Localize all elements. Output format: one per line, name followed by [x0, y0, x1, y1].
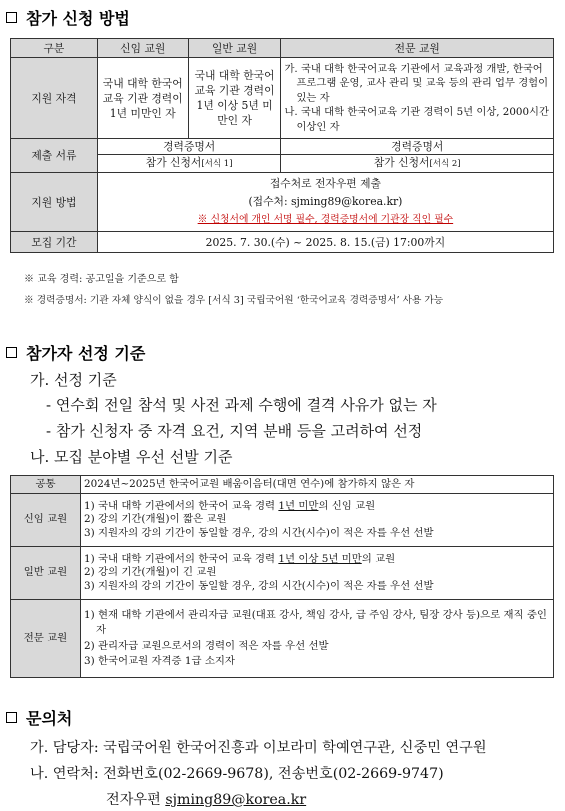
application-table [10, 38, 554, 253]
method-required-note: ※ 신청서에 개인 서명 필수, 경력증명서에 기관장 직인 필수 [197, 214, 454, 225]
common-label: 공통 [11, 476, 81, 494]
exp-criteria-2: 2) 관리자급 교원으로서의 경력이 적은 자를 우선 선발 [84, 639, 329, 652]
section-title-apply: 참가 신청 방법 [6, 6, 130, 29]
header-general-teacher: 일반 교원 [188, 39, 281, 58]
method-cell [97, 173, 553, 232]
contact-phone: 나. 연락처: 전화번호(02-2669-9678), 전송번호(02-2669-9747) [30, 766, 444, 782]
qualification-row [11, 58, 554, 139]
general-teacher-label: 일반 교원 [11, 547, 81, 600]
docs-right-career-cert: 경력증명서 [281, 139, 554, 155]
table-header-row [11, 39, 554, 58]
new-teacher-qualification: 국내 대학 한국어교육 기관 경력이 1년 미만인 자 [97, 58, 188, 139]
expert-qualification-b: 나. 국내 대학 한국어교육 기관 경력이 5년 이상, 2000시간 이상인 자 [284, 106, 549, 133]
period-label: 모집 기간 [11, 232, 98, 253]
gen-criteria-3: 3) 지원자의 강의 기간이 동일할 경우, 강의 시간(시수)이 적은 자를 우선 선발 [84, 579, 434, 592]
docs-left-career-cert: 경력증명서 [97, 139, 281, 155]
method-email: (접수처: sjming89@korea.kr) [248, 195, 403, 208]
general-teacher-row [11, 547, 554, 600]
criteria-a-item-2: - 참가 신청자 중 자격 요건, 지역 분배 등을 고려하여 선정 [46, 422, 423, 440]
gen-criteria-2: 2) 강의 기간(개월)이 긴 교원 [84, 566, 217, 579]
docs-label: 제출 서류 [11, 139, 98, 173]
method-label: 지원 방법 [11, 173, 98, 232]
checkbox-square-icon [6, 12, 17, 23]
section-title-contact: 문의처 [6, 706, 72, 729]
criteria-a-title: 가. 선정 기준 [30, 371, 117, 389]
expert-teacher-label: 전문 교원 [11, 600, 81, 678]
gen-criteria-1: 1) 국내 대학 기관에서의 한국어 교육 경력 1년 이상 5년 미만의 교원 [84, 552, 396, 565]
expert-teacher-row [11, 600, 554, 678]
method-row [11, 173, 554, 232]
general-teacher-qualification: 국내 대학 한국어교육 기관 경력이 1년 이상 5년 미만인 자 [188, 58, 281, 139]
qualification-label: 지원 자격 [11, 58, 98, 139]
header-new-teacher: 신임 교원 [97, 39, 188, 58]
docs-row-1 [11, 139, 554, 155]
expert-qualification-a: 가. 국내 대학 한국어교육 기관에서 교육과정 개발, 한국어 프로그램 운영, 교사 관리 및 교육 등의 관리 업무 경험이 있는 자 [284, 62, 549, 104]
header-category: 구분 [11, 39, 98, 58]
new-criteria-2: 2) 강의 기간(개월)이 짧은 교원 [84, 513, 227, 526]
checkbox-square-icon [6, 712, 17, 723]
header-expert-teacher: 전문 교원 [281, 39, 554, 58]
exp-criteria-3: 3) 한국어교원 자격증 1급 소지자 [84, 655, 235, 667]
period-value: 2025. 7. 30.(수) ~ 2025. 8. 15.(금) 17:00까지 [97, 232, 553, 253]
note-career-certificate: ※ 경력증명서: 기관 자체 양식이 없을 경우 [서식 3] 국립국어원 ‘한국어교육 경력증명서’ 사용 가능 [24, 295, 444, 306]
contact-email-line: 전자우편 sjming89@korea.kr [106, 792, 307, 808]
new-criteria-1: 1) 국내 대학 기관에서의 한국어 교육 경력 1년 미만의 신임 교원 [84, 499, 376, 512]
new-criteria-3: 3) 지원자의 강의 기간이 동일할 경우, 강의 시간(시수)이 적은 자를 우선 선발 [84, 526, 434, 539]
method-line-1: 접수처로 전자우편 제출 [269, 177, 381, 190]
expert-teacher-qualification [281, 58, 554, 139]
new-teacher-label: 신임 교원 [11, 494, 81, 547]
checkbox-square-icon [6, 347, 17, 358]
docs-left-application-form: 참가 신청서[서식 1] [97, 155, 281, 173]
section-title-criteria: 참가자 선정 기준 [6, 341, 145, 364]
general-teacher-criteria [81, 547, 554, 600]
note-career-basis: ※ 교육 경력: 공고일을 기준으로 함 [24, 274, 179, 285]
contact-person: 가. 담당자: 국립국어원 한국어진흥과 이보라미 학예연구관, 신중민 연구원 [30, 740, 487, 756]
priority-criteria-table [10, 475, 554, 678]
new-teacher-row [11, 494, 554, 547]
common-text: 2024년~2025년 한국어교원 배움이음터(대면 연수)에 참가하지 않은 자 [81, 476, 554, 494]
common-row [11, 476, 554, 494]
exp-criteria-1: 1) 현재 대학 기관에서 관리자급 교원(대표 강사, 책임 강사, 급 주임 강사, 팀장 강사 등)으로 재직 중인 자 [84, 608, 547, 636]
period-row [11, 232, 554, 253]
new-teacher-criteria [81, 494, 554, 547]
docs-right-application-form: 참가 신청서[서식 2] [281, 155, 554, 173]
contact-email-link[interactable]: sjming89@korea.kr [165, 792, 307, 808]
criteria-b-title: 나. 모집 분야별 우선 선발 기준 [30, 448, 233, 466]
expert-teacher-criteria [81, 600, 554, 678]
criteria-a-item-1: - 연수회 전일 참석 및 사전 과제 수행에 결격 사유가 없는 자 [46, 396, 437, 414]
